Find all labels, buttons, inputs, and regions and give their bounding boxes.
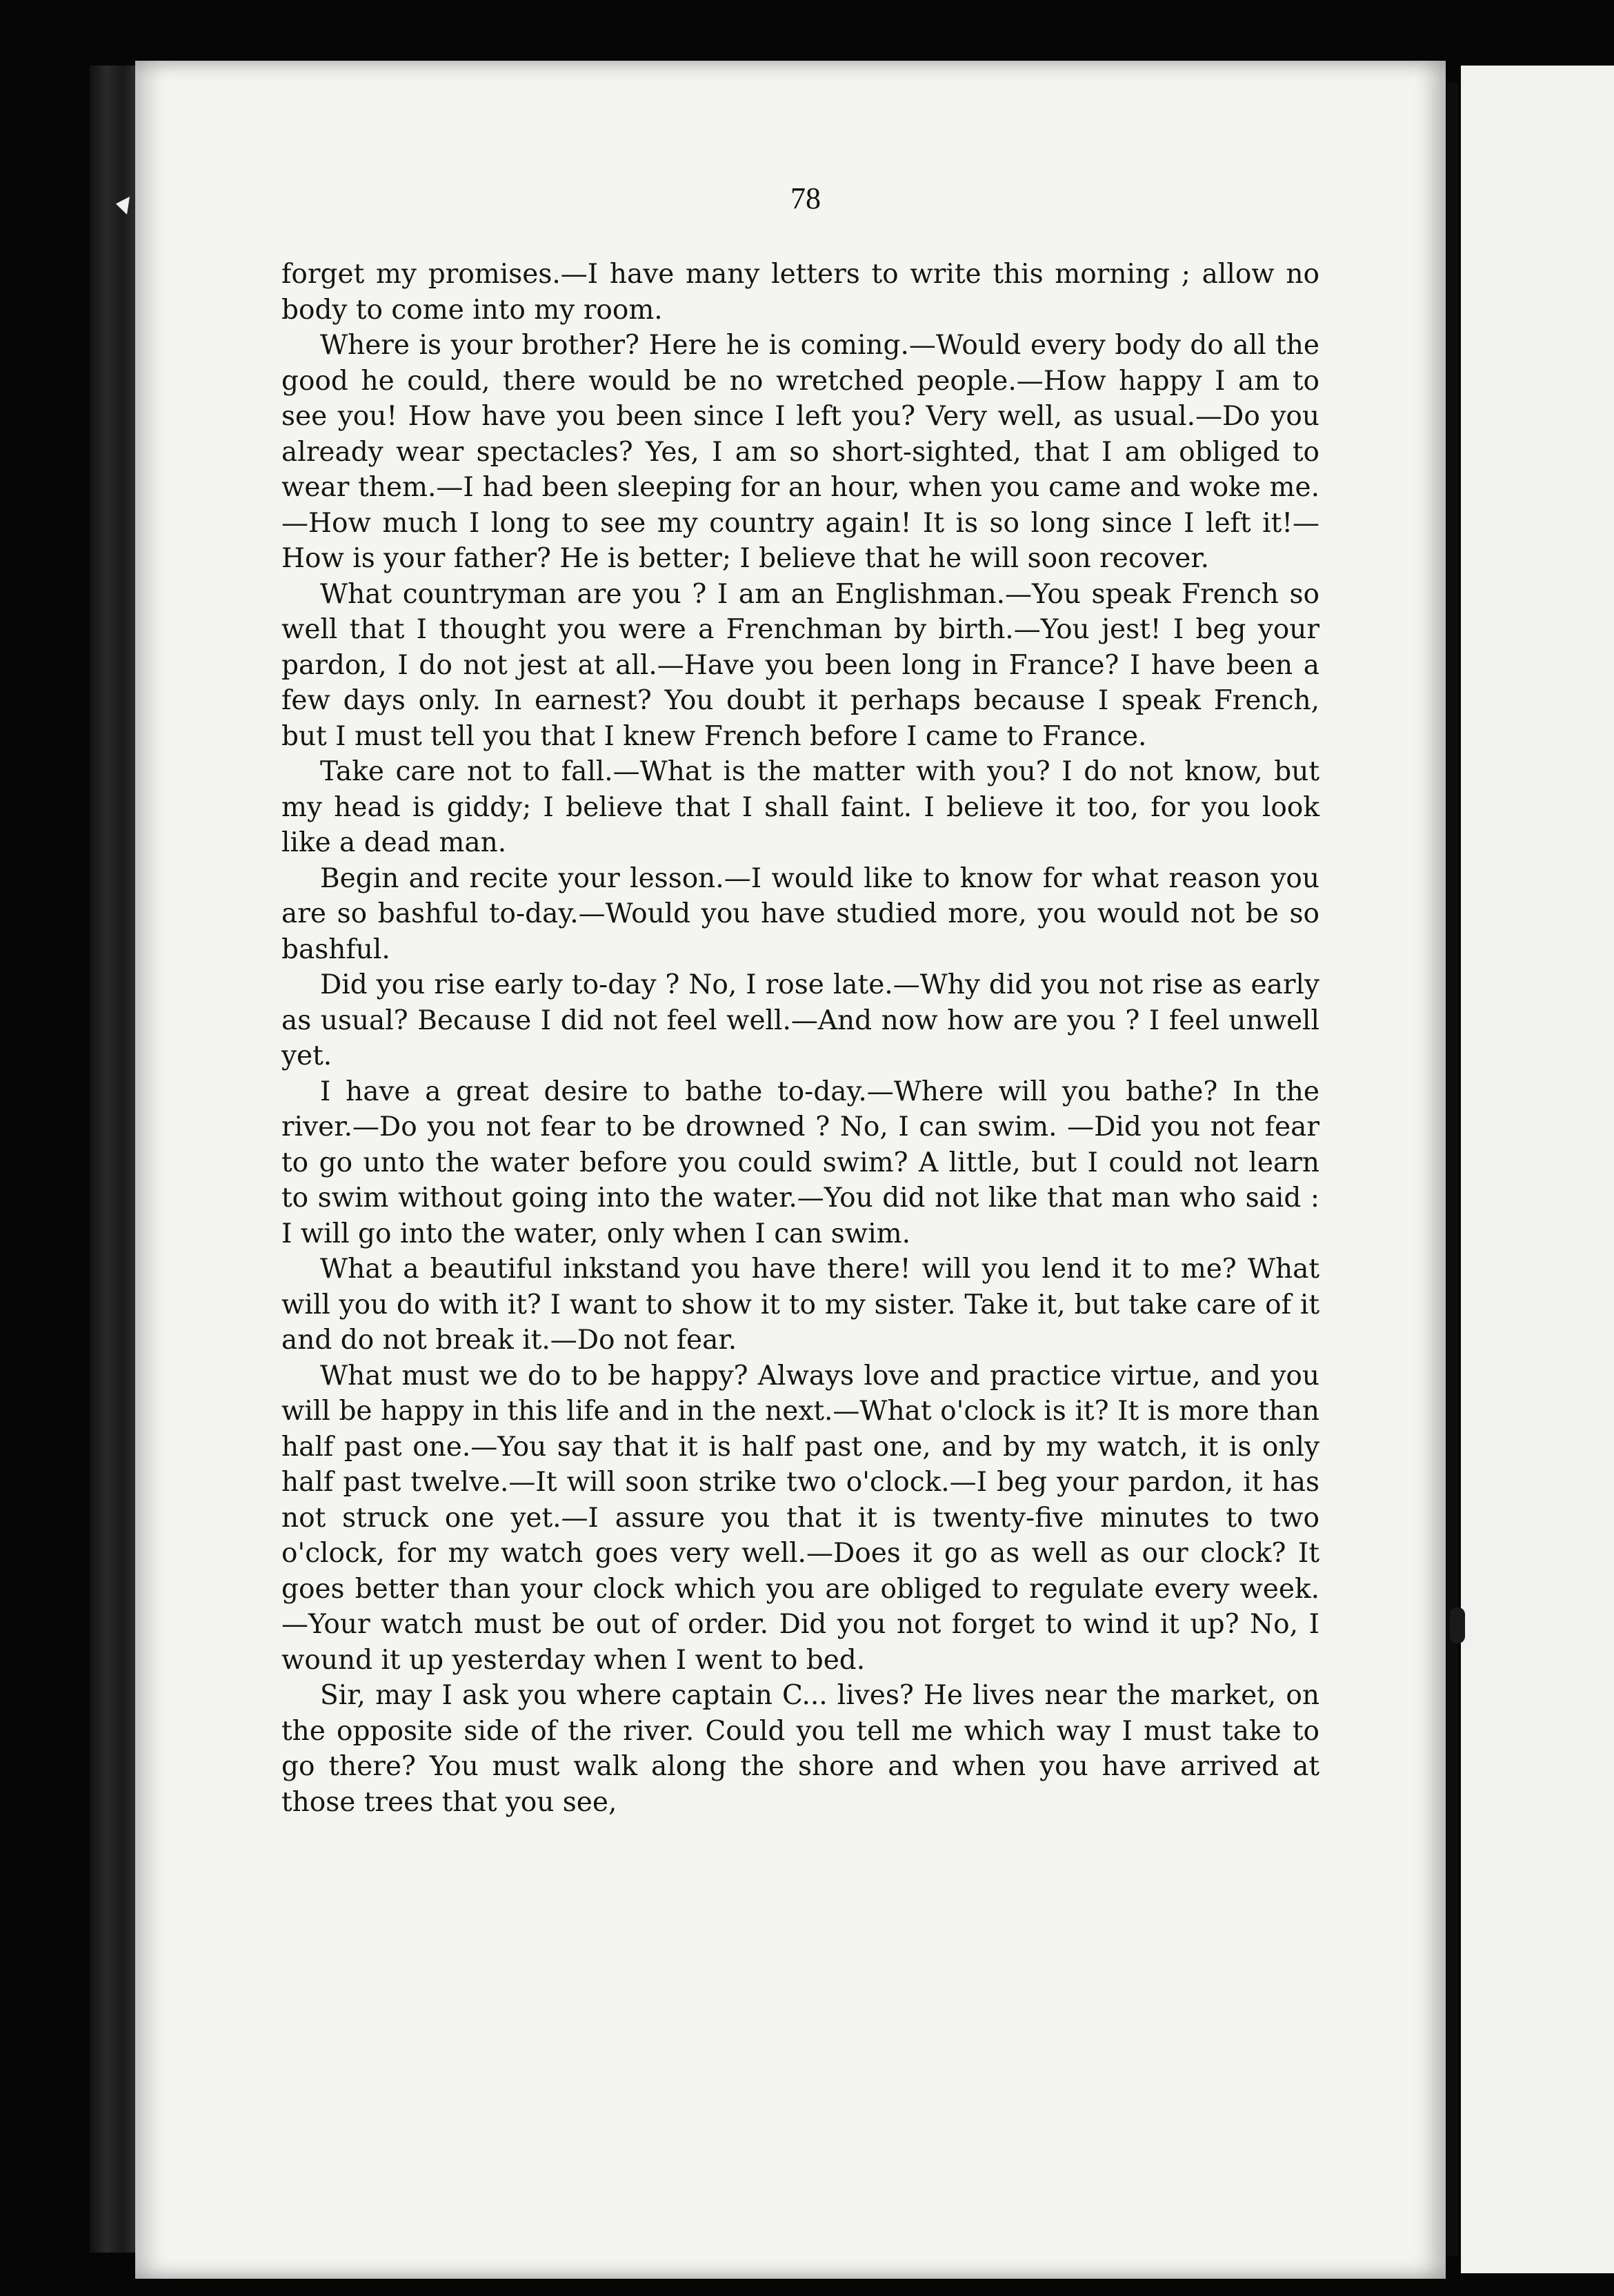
paragraph: Where is your brother? Here he is coming.—Would every body do all the good he could, there would be no wretched people.—How happy I am to see you! How have you been since I left you? Very well, as usual.—Do you already wear spectacles? Yes, I am so short-sighted, that I am obliged to wear them.—I had been sleeping for an hour, when you came and woke me.—How much I long to see my country again! It is so long since I left it!—How is your father? He is better; I believe that he will soon recover.	[281, 330, 1319, 574]
page-number: 78	[790, 181, 821, 215]
paragraph: I have a great desire to bathe to-day.—Where will you bathe? In the river.—Do you not fear to be drowned ? No, I can swim. —Did you not fear to go unto the water before you could swim? A little, but I could not learn to swim without going into the water.—You did not like that man who said : I will go into the water, only when I can swim.	[281, 1076, 1319, 1249]
paragraph: Sir, may I ask you where captain C... lives? He lives near the market, on the opposite side of the river. Could you tell me which way I must take to go there? You must walk along the shore and when you have arrived at those trees that you see,	[281, 1680, 1319, 1818]
paragraph: Did you rise early to-day ? No, I rose late.—Why did you not rise as early as usual? Because I did not feel well.—And now how are you ? I feel unwell yet.	[281, 969, 1319, 1071]
paragraph: What countryman are you ? I am an Englishman.—You speak French so well that I thought you were a Frenchman by birth.—You jest! I beg your pardon, I do not jest at all.—Have you been long in France? I have been a few days only. In earnest? You doubt it perhaps because I speak French, but I must tell you that I knew French before I came to France.	[281, 578, 1319, 752]
paragraph: forget my promises.—I have many letters to write this morning ; allow no body to come into my room.	[281, 259, 1319, 326]
paragraph: What a beautiful inkstand you have there! will you lend it to me? What will you do with it? I want to show it to my sister. Take it, but take care of it and do not break it.—Do not fear.	[281, 1254, 1319, 1356]
paragraph: What must we do to be happy? Always love and practice virtue, and you will be happy in this life and in the next.—What o'clock is it? It is more than half past one.—You say that it is half past one, and by my watch, it is only half past twelve.—It will soon strike two o'clock.—I beg your pardon, it has not struck one yet.—I assure you that it is twenty-five minutes to two o'clock, for my watch goes very well.—Does it go as well as our clock? It goes better than your clock which you are obliged to regulate every week.—Your watch must be out of order. Did you not forget to wind it up? No, I wound it up yesterday when I went to bed.	[281, 1360, 1319, 1676]
paragraph: Take care not to fall.—What is the matter with you? I do not know, but my head is giddy; I believe that I shall faint. I believe it too, for you look like a dead man.	[281, 756, 1319, 858]
page-gutter	[1447, 83, 1458, 2256]
body-text	[281, 257, 1319, 1820]
paragraph: Begin and recite your lesson.—I would like to know for what reason you are so bashful to-day.—Would you have studied more, you would not be so bashful.	[281, 862, 1319, 965]
adjacent-page	[1461, 66, 1614, 2273]
binding-clip	[1450, 1607, 1465, 1643]
